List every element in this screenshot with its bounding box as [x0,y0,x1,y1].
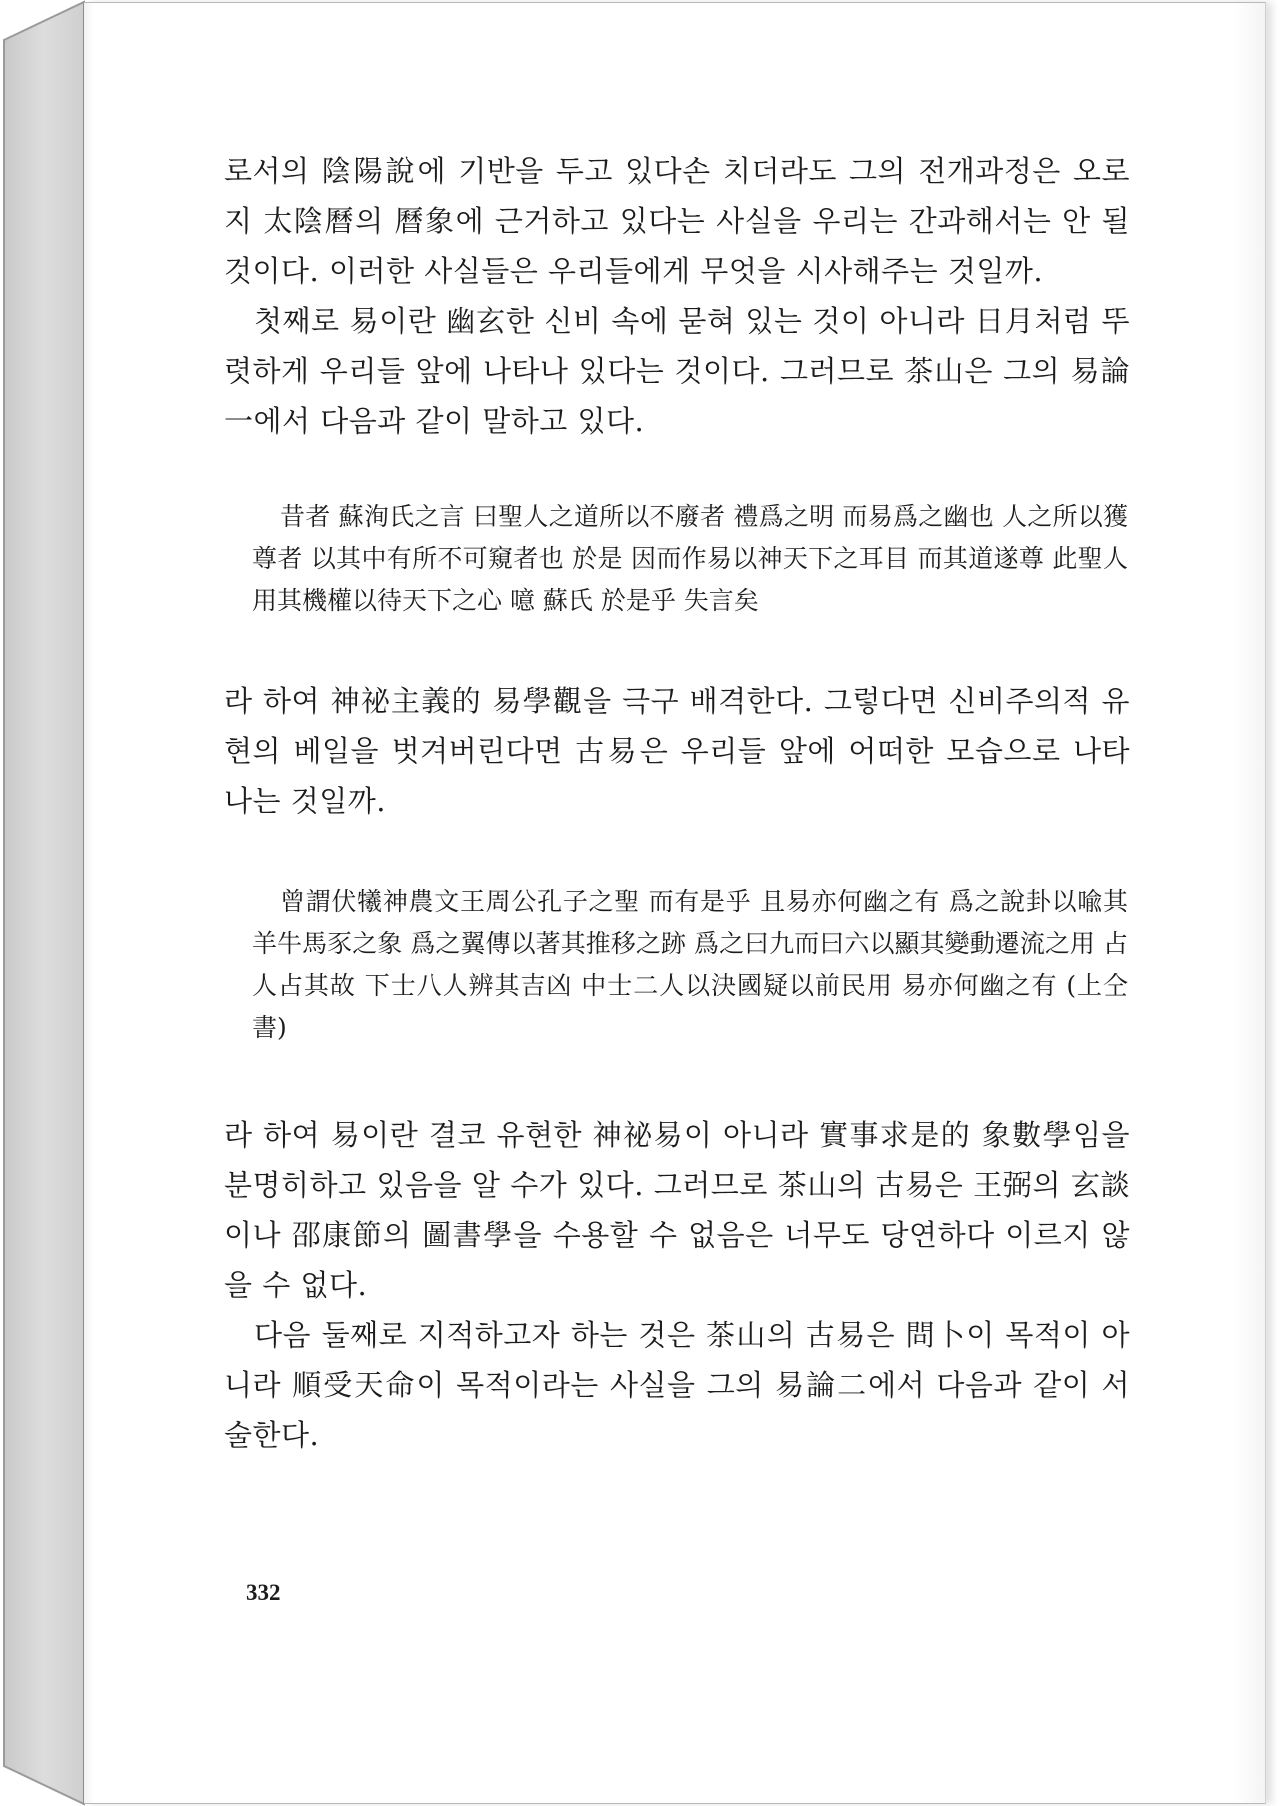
book-spine [0,0,86,1806]
paragraph: 라 하여 神祕主義的 易學觀을 극구 배격한다. 그렇다면 신비주의적 유현의 베일을 벗겨버린다면 古易은 우리들 앞에 어떠한 모습으로 나타나는 것일까. [224,684,1130,818]
quotation-2 [252,881,1128,1049]
paragraph: 로서의 陰陽說에 기반을 두고 있다손 치더라도 그의 전개과정은 오로지 太陰曆의 曆象에 근거하고 있다는 사실을 우리는 간과해서는 안 될 것이다. 이러한 사실들은 우리들에게 무엇을 시사해주는 것일까. [224,154,1130,288]
body-section-3 [224,1110,1130,1460]
quote-paragraph: 昔者 蘇洵氏之言 曰聖人之道所以不廢者 禮爲之明 而易爲之幽也 人之所以獲尊者 以其中有所不可窺者也 於是 因而作易以神天下之耳目 而其道遂尊 此聖人用其機權以待天下之心 噫 蘇氏 於是乎 失言矣 [252,502,1128,615]
quote-paragraph: 曾謂伏犧神農文王周公孔子之聖 而有是乎 且易亦何幽之有 爲之說卦以喩其羊牛馬豕之象 爲之翼傳以著其推移之跡 爲之曰九而曰六以顯其變動遷流之用 占人占其故 下士八人辨其吉凶 中士二人以決國疑以前民用 易亦何幽之有 (上仝書) [252,887,1128,1042]
quotation-1 [252,496,1128,622]
body-section-2 [224,676,1130,826]
paragraph: 다음 둘째로 지적하고자 하는 것은 茶山의 古易은 問卜이 목적이 아니라 順受天命이 목적이라는 사실을 그의 易論二에서 다음과 같이 서술한다. [224,1318,1130,1452]
body-section-1 [224,146,1130,446]
paragraph: 첫째로 易이란 幽玄한 신비 속에 묻혀 있는 것이 아니라 日月처럼 뚜렷하게 우리들 앞에 나타나 있다는 것이다. 그러므로 茶山은 그의 易論一에서 다음과 같이 말하고 있다. [224,304,1130,438]
page-number: 332 [246,1580,281,1605]
paragraph: 라 하여 易이란 결코 유현한 神祕易이 아니라 實事求是的 象數學임을 분명히하고 있음을 알 수가 있다. 그러므로 茶山의 古易은 王弼의 玄談이나 邵康節의 圖書學을 수용할 수 없음은 너무도 당연하다 이르지 않을 수 없다. [224,1118,1130,1302]
